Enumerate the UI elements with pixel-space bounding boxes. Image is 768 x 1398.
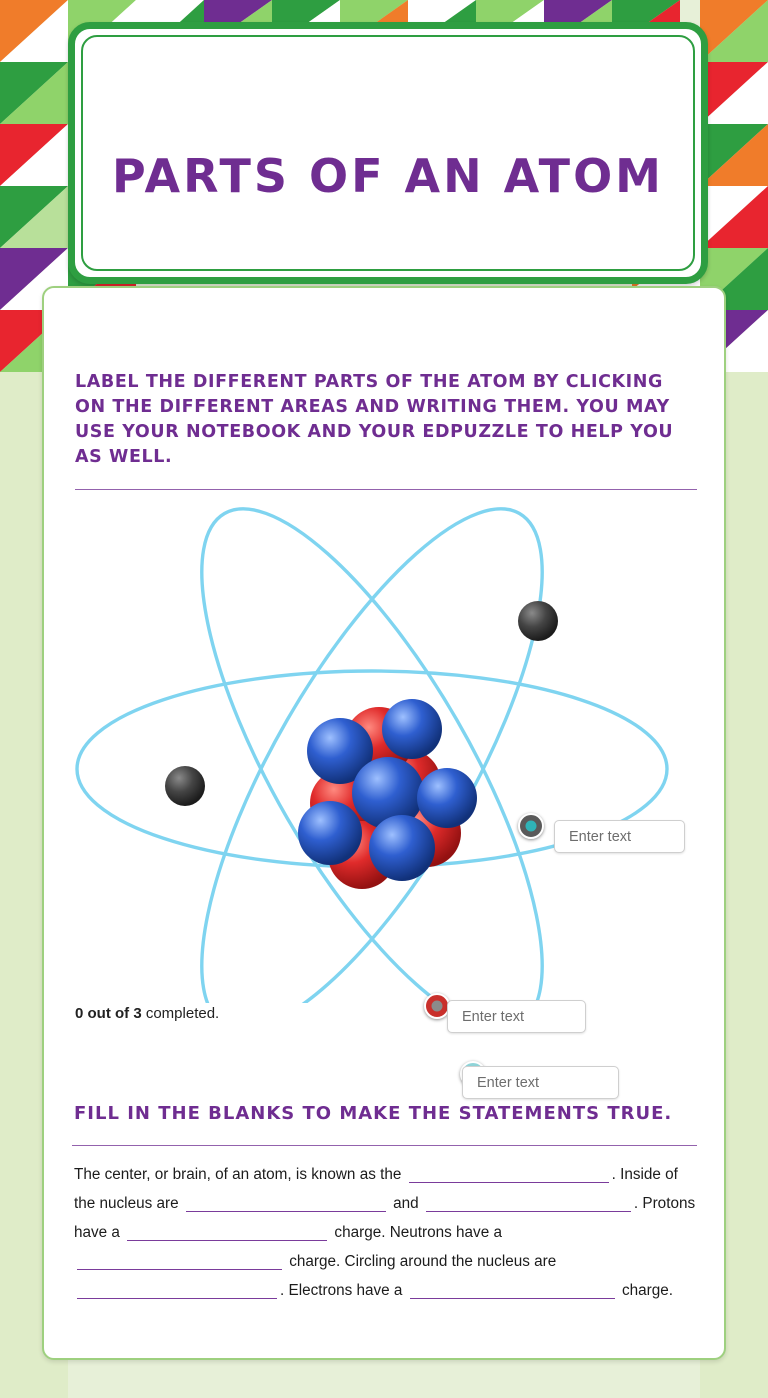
fill-in-heading: FILL IN THE BLANKS TO MAKE THE STATEMENTS TRUE.	[74, 1103, 673, 1124]
progress-suffix: completed.	[141, 1005, 220, 1022]
electron-marker[interactable]	[518, 813, 544, 839]
nucleus	[298, 699, 477, 889]
marker-dot	[432, 1001, 443, 1012]
title-card	[68, 22, 708, 284]
fill-segment-4: . Protons have a	[74, 1195, 696, 1241]
worksheet-sheet	[42, 286, 726, 1360]
blank-proton-charge[interactable]	[127, 1221, 327, 1241]
electron-left	[165, 766, 205, 806]
page-title: PARTS OF AN ATOM	[112, 149, 664, 203]
fill-segment-5: charge. Neutrons have a	[330, 1224, 502, 1241]
fill-segment-3: and	[388, 1195, 423, 1212]
proton-label-field[interactable]: Enter text	[447, 1000, 586, 1033]
electron-top-right	[518, 601, 558, 641]
blank-electrons[interactable]	[77, 1279, 277, 1299]
fill-segment-6: charge. Circling around the nucleus are	[285, 1253, 557, 1270]
fill-segment-7: . Electrons have a	[280, 1282, 407, 1299]
fill-segment-1: The center, or brain, of an atom, is known as the	[74, 1166, 406, 1183]
blank-neutron-charge[interactable]	[77, 1250, 282, 1270]
fill-in-body	[74, 1160, 699, 1305]
blank-protons[interactable]	[186, 1192, 386, 1212]
instructions-text: LABEL THE DIFFERENT PARTS OF THE ATOM BY CLICKING ON THE DIFFERENT AREAS AND WRITING THEM. YOU MAY USE YOUR NOTEBOOK AND YOUR EDPUZZLE TO HELP YOU AS WELL.	[75, 372, 674, 467]
divider-top	[75, 489, 697, 490]
marker-dot	[526, 821, 537, 832]
progress-count: 0 out of 3	[75, 1005, 142, 1022]
fill-segment-2: . Inside of the nucleus are	[74, 1166, 678, 1212]
progress-status	[75, 1005, 219, 1022]
blank-nucleus[interactable]	[409, 1163, 609, 1183]
divider-bottom	[72, 1145, 697, 1146]
blank-electron-charge[interactable]	[410, 1279, 615, 1299]
atom-illustration	[72, 503, 702, 1003]
electron-label-field[interactable]: Enter text	[554, 820, 685, 853]
neutron-label-field[interactable]: Enter text	[462, 1066, 619, 1099]
fill-segment-8: charge.	[617, 1282, 673, 1299]
blank-neutrons[interactable]	[426, 1192, 631, 1212]
